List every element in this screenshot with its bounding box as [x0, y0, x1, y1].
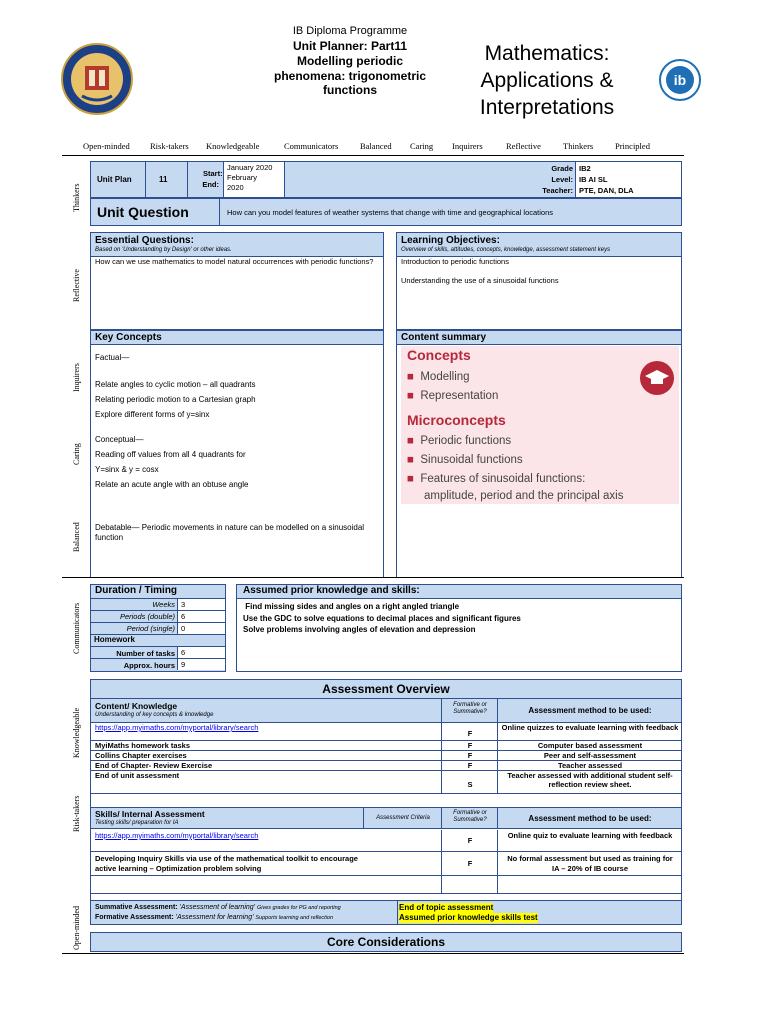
assessment-box	[90, 679, 682, 925]
content-knowledge-sub: Understanding of key concepts & knowledge	[95, 712, 214, 718]
learning-objective-2: Understanding the use of a sinusoidal functions	[401, 276, 559, 285]
assessment-content: Collins Chapter exercises	[95, 751, 187, 760]
essential-questions-text: How can we use mathematics to model natural occurrences with periodic functions?	[95, 257, 374, 266]
assessment-content: MyiMaths homework tasks	[95, 741, 191, 750]
skills-content-2: Developing Inquiry Skills via use of the mathematical toolkit to encourage active learning – Optimization problem solving	[95, 854, 358, 873]
end-label: End:	[202, 180, 219, 189]
factual-item-3: Explore different forms of y=sinx	[95, 410, 210, 419]
assessment-row	[91, 741, 681, 751]
period-single-value: 0	[177, 623, 225, 634]
assessment-fs: S	[467, 780, 473, 789]
highlight-prior-test: Assumed prior knowledge skills test	[399, 913, 538, 922]
micro-features: ■ Features of sinusoidal functions:	[407, 473, 586, 485]
trait-principled: Principled	[615, 141, 650, 151]
microconcepts-heading: Microconcepts	[407, 412, 506, 428]
homework-label: Homework	[91, 635, 225, 647]
assessment-row	[91, 751, 681, 761]
learner-profile-traits	[0, 141, 768, 153]
conceptual-heading: Conceptual—	[95, 435, 144, 444]
method-header: Assessment method to be used:	[528, 706, 652, 715]
trait-risk-takers: Risk-takers	[150, 141, 189, 151]
periods-double-label: Periods (double)	[119, 612, 175, 621]
prior-item-1: Find missing sides and angles on a right angled triangle	[243, 602, 460, 611]
grade-label: Grade	[551, 164, 573, 173]
teacher-label: Teacher:	[542, 186, 573, 195]
trait-balanced: Balanced	[360, 141, 392, 151]
unit-question-row	[90, 198, 682, 226]
concept-representation: ■ Representation	[407, 390, 499, 402]
trait-knowledgeable: Knowledgeable	[206, 141, 260, 151]
trait-inquirers: Inquirers	[452, 141, 483, 151]
course-line-3: Interpretations	[479, 96, 615, 119]
skills-row-2	[91, 852, 681, 876]
course-line-1: Mathematics:	[484, 42, 610, 65]
prior-item-3: Solve problems involving angles of elevation and depression	[243, 625, 476, 634]
side-label-thinkers: Thinkers	[72, 183, 81, 212]
school-logo	[60, 42, 134, 116]
dates-cell	[223, 162, 285, 197]
learning-objectives-title: Learning Objectives:	[401, 235, 500, 246]
divider	[62, 155, 684, 156]
periods-double-value: 6	[177, 611, 225, 622]
content-summary-box	[396, 330, 682, 578]
level-value: IB AI SL	[579, 175, 608, 184]
conceptual-item-2: Y=sinx & y = cosx	[95, 465, 159, 474]
unit-plan-row	[90, 161, 682, 198]
duration-title: Duration / Timing	[91, 585, 225, 599]
content-knowledge-label: Content/ Knowledge	[95, 701, 178, 711]
assessment-key-row	[91, 900, 681, 924]
start-date: January 2020	[227, 163, 273, 172]
svg-text:ib: ib	[673, 72, 687, 88]
assessment-method: Online quizzes to evaluate learning with feedback	[501, 723, 679, 732]
topic-line-3: functions	[323, 83, 377, 97]
content-summary-title: Content summary	[401, 332, 487, 343]
side-label-open-minded: Open-minded	[72, 906, 81, 950]
skills-method-1: Online quiz to evaluate learning with feedback	[507, 831, 673, 840]
grade-value: IB2	[579, 164, 591, 173]
essential-questions-box	[90, 232, 384, 330]
concepts-heading: Concepts	[407, 347, 471, 363]
assessment-row	[91, 723, 681, 741]
micro-sinusoidal: ■ Sinusoidal functions	[407, 454, 523, 466]
planner-title: Unit Planner: Part11	[292, 39, 408, 53]
criteria-header: Assessment Criteria	[376, 815, 430, 821]
summative-note: Gives grades for PG and reporting	[256, 905, 341, 911]
side-label-communicators: Communicators	[72, 602, 81, 654]
conceptual-item-3: Relate an acute angle with an obtuse angle	[95, 480, 249, 489]
assessment-fs: F	[467, 741, 473, 750]
hours-value: 9	[177, 659, 225, 670]
assessment-method: Teacher assessed	[557, 761, 623, 770]
unit-number: 11	[159, 175, 168, 184]
skills-link[interactable]: https://app.myimaths.com/myportal/library/search	[95, 831, 259, 840]
trait-open-minded: Open-minded	[83, 141, 130, 151]
side-label-knowledgeable: Knowledgeable	[72, 707, 81, 758]
key-concepts-text	[95, 350, 256, 492]
topic-line-2: phenomena: trigonometric	[273, 69, 426, 83]
unit-question-label: Unit Question	[97, 204, 189, 220]
trait-communicators: Communicators	[284, 141, 339, 151]
learning-objectives-box	[396, 232, 682, 330]
end-date-2: 2020	[227, 183, 244, 192]
assessment-fs: F	[467, 729, 473, 738]
weeks-value: 3	[177, 599, 225, 610]
assessment-link[interactable]: https://app.myimaths.com/myportal/library/search	[95, 723, 259, 732]
learning-objectives-subtitle: Overview of skills, attitudes, concepts, knowledge, assessment statement keys	[401, 247, 611, 253]
prior-knowledge-box	[236, 584, 682, 672]
summative-quote: 'Assessment of learning'	[179, 904, 255, 911]
graduation-cap-icon	[639, 360, 675, 396]
assessment-row	[91, 761, 681, 771]
formative-label: Formative Assessment:	[95, 914, 174, 921]
level-label: Level:	[551, 175, 573, 184]
start-label: Start:	[203, 169, 223, 178]
assessment-content: End of Chapter- Review Exercise	[95, 761, 213, 770]
factual-item-2: Relating periodic motion to a Cartesian graph	[95, 395, 256, 404]
trait-reflective: Reflective	[506, 141, 541, 151]
unit-plan-label: Unit Plan	[97, 175, 132, 184]
hours-label: Approx. hours	[123, 661, 175, 670]
trait-thinkers: Thinkers	[563, 141, 594, 151]
weeks-label: Weeks	[152, 600, 175, 609]
fs-header-2: Formative or Summative?	[453, 810, 487, 823]
assessment-method: Teacher assessed with additional student self-reflection review sheet.	[507, 771, 673, 789]
assessment-row	[91, 771, 681, 794]
side-label-reflective: Reflective	[72, 269, 81, 302]
end-date-1: February	[227, 173, 258, 182]
key-concepts-title: Key Concepts	[95, 332, 162, 343]
skills-sub: Testing skills/ preparation for IA	[95, 820, 179, 826]
learning-objective-1: Introduction to periodic functions	[401, 257, 509, 266]
key-concepts-box	[90, 330, 384, 578]
conceptual-item-1: Reading off values from all 4 quadrants for	[95, 450, 246, 459]
header-title-block	[250, 24, 450, 96]
side-label-risk-takers: Risk-takers	[72, 795, 81, 832]
formative-quote: 'Assessment for learning'	[175, 914, 254, 921]
fs-header: Formative or Summative?	[453, 702, 487, 715]
assessment-fs: F	[467, 761, 473, 770]
micro-features-cont: amplitude, period and the principal axis	[424, 490, 624, 502]
assessment-title: Assessment Overview	[91, 680, 681, 699]
content-summary-image	[401, 346, 679, 504]
tasks-value: 6	[177, 647, 225, 658]
prior-item-2: Use the GDC to solve equations to decimal places and significant figures	[243, 613, 521, 623]
divider	[62, 953, 684, 954]
skills-fs-1: F	[467, 836, 473, 845]
skills-label: Skills/ Internal Assessment	[95, 809, 205, 819]
skills-row-empty	[91, 876, 681, 894]
formative-note: Supports learning and reflection	[255, 915, 334, 921]
skills-method-2: No formal assessment but used as training for IA – 20% of IB course	[507, 854, 673, 873]
micro-periodic: ■ Periodic functions	[407, 435, 512, 447]
divider	[62, 577, 684, 578]
side-label-balanced: Balanced	[72, 522, 81, 552]
duration-box	[90, 584, 226, 672]
period-single-label: Period (single)	[126, 624, 175, 633]
assessment-content: End of unit assessment	[95, 771, 180, 780]
course-title	[462, 40, 632, 121]
summative-label: Summative Assessment:	[95, 904, 178, 911]
highlight-end-of-topic: End of topic assessment	[399, 903, 494, 912]
side-label-caring: Caring	[72, 443, 81, 465]
grade-values	[575, 162, 681, 197]
assessment-fs: F	[467, 751, 473, 760]
course-line-2: Applications &	[480, 69, 614, 92]
programme-title: IB Diploma Programme	[292, 25, 408, 37]
concept-modelling: ■ Modelling	[407, 371, 470, 383]
skills-row-1	[91, 830, 681, 852]
debatable-text: Debatable— Periodic movements in nature can be modelled on a sinusoidal function	[95, 523, 365, 542]
ib-logo	[658, 58, 702, 102]
essential-questions-subtitle: Based on 'Understanding by Design' or other ideas.	[95, 247, 232, 253]
unit-question-text: How can you model features of weather systems that change with time and geographical locations	[227, 208, 554, 217]
topic-line-1: Modelling periodic	[296, 54, 403, 68]
prior-knowledge-title: Assumed prior knowledge and skills:	[237, 585, 681, 599]
factual-heading: Factual—	[95, 353, 130, 362]
trait-caring: Caring	[410, 141, 434, 151]
method-header-2: Assessment method to be used:	[528, 814, 652, 823]
assessment-method: Computer based assessment	[537, 741, 643, 750]
skills-fs-2: F	[467, 859, 473, 868]
core-considerations-title: Core Considerations	[90, 932, 682, 952]
assessment-method: Peer and self-assessment	[543, 751, 637, 760]
factual-item-1: Relate angles to cyclic motion – all quadrants	[95, 380, 256, 389]
grade-labels	[527, 163, 573, 196]
side-label-inquirers: Inquirers	[72, 363, 81, 392]
teacher-value: PTE, DAN, DLA	[579, 186, 634, 195]
tasks-label: Number of tasks	[116, 649, 175, 658]
essential-questions-title: Essential Questions:	[95, 235, 194, 246]
